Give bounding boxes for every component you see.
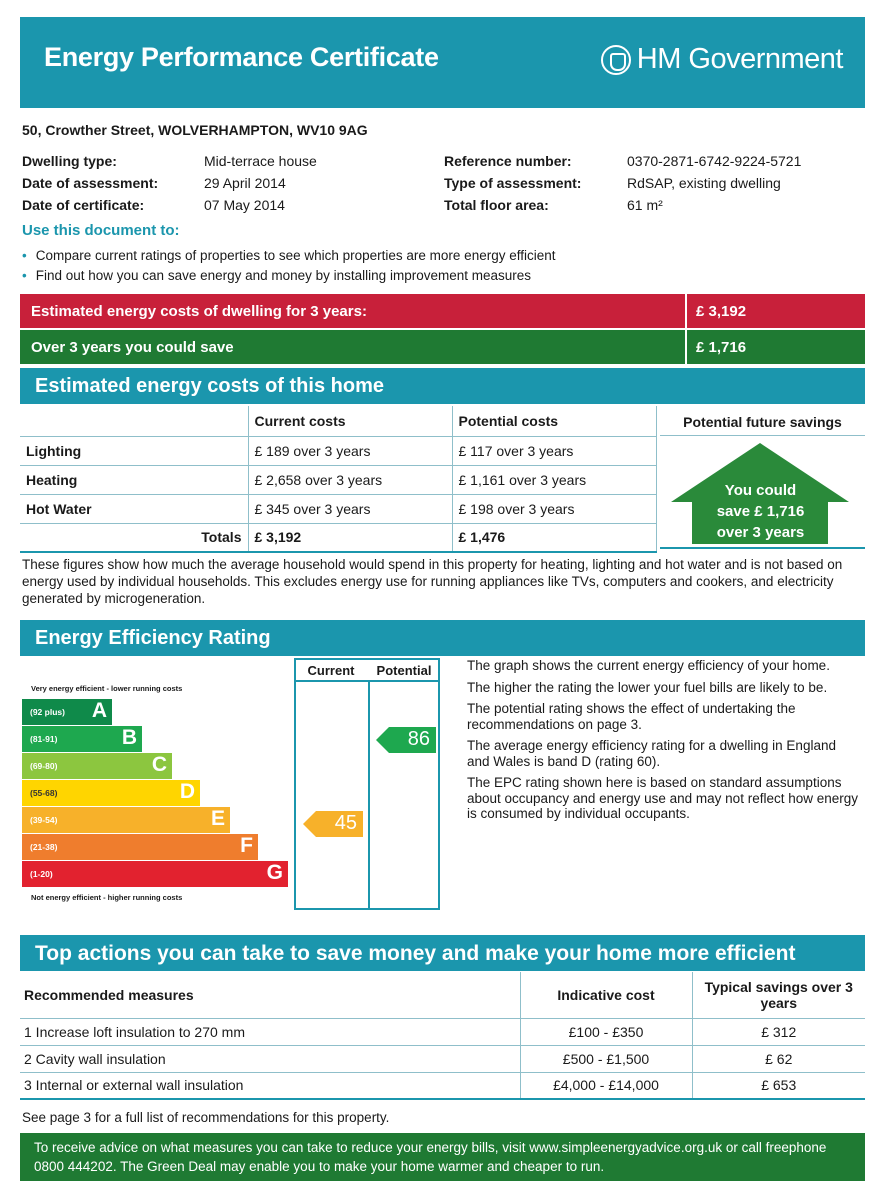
rating-columns-frame — [294, 658, 440, 910]
savings-line: over 3 years — [716, 524, 805, 541]
royal-crest-icon — [601, 45, 631, 75]
savings-bar — [20, 330, 865, 364]
measure-name: 2 Cavity wall insulation — [20, 1045, 520, 1072]
explanation-paragraph: The EPC rating shown here is based on standard assumptions about occupancy and energy use and may not reflect how energy is consumed by individual occupants. — [467, 775, 858, 821]
government-label: HM Government — [636, 43, 843, 75]
certificate-title: Energy Performance Certificate — [44, 42, 439, 72]
band-range: (1-20) — [30, 869, 53, 879]
rating-band-b — [22, 726, 142, 752]
cost-name: Heating — [20, 465, 248, 494]
cost-name: Lighting — [20, 436, 248, 465]
table-header-cell: Recommended measures — [20, 972, 520, 1018]
hm-government-logo — [601, 43, 843, 76]
current-cost: £ 345 over 3 years — [248, 494, 452, 523]
detail-value: RdSAP, existing dwelling — [627, 175, 781, 191]
current-rating-arrow — [303, 811, 363, 837]
chart-bottom-label: Not energy efficient - higher running costs — [31, 893, 183, 902]
efficiency-rating-chart — [20, 658, 444, 910]
explanation-paragraph: The higher the rating the lower your fuel bills are likely to be. — [467, 679, 828, 695]
current-column-header: Current — [307, 663, 355, 678]
advice-footer: To receive advice on what measures you can take to reduce your energy bills, visit www.simpleenergyadvice.org.uk or call freephone 0800 444202. The Green Deal may enable you to make your home warmer and cheaper to run. — [20, 1133, 865, 1181]
band-letter: F — [240, 834, 253, 857]
certificate-header — [20, 17, 865, 108]
explanation-paragraph: The graph shows the current energy efficiency of your home. — [467, 658, 830, 673]
estimated-cost-value: £ 3,192 — [685, 294, 746, 328]
efficiency-section-title: Energy Efficiency Rating — [20, 620, 865, 656]
table-row — [20, 1045, 865, 1072]
table-header-cell: Current costs — [248, 406, 452, 436]
future-savings-header: Potential future savings — [660, 406, 865, 436]
rating-band-g — [22, 861, 288, 887]
savings-line: You could — [724, 482, 797, 499]
estimated-cost-label: Estimated energy costs of dwelling for 3 years: — [31, 303, 367, 320]
band-letter: A — [91, 699, 107, 722]
detail-row — [444, 172, 801, 194]
costs-table — [20, 406, 657, 553]
rating-band-c — [22, 753, 172, 779]
explanation-paragraph: The potential rating shows the effect of undertaking the recommendations on page 3. — [467, 701, 796, 732]
estimated-cost-bar — [20, 294, 865, 328]
detail-row — [22, 194, 317, 216]
explanation-paragraph: The average energy efficiency rating for a dwelling in England and Wales is band D (rating 60). — [467, 738, 836, 769]
use-document-title: Use this document to: — [22, 222, 180, 239]
detail-label: Reference number: — [444, 153, 572, 169]
costs-section-title: Estimated energy costs of this home — [20, 368, 865, 404]
rating-band-d — [22, 780, 200, 806]
potential-column-header: Potential — [376, 663, 432, 678]
measure-saving: £ 653 — [692, 1072, 865, 1099]
current-rating-value: 45 — [334, 812, 357, 834]
detail-label: Dwelling type: — [22, 153, 117, 169]
measure-cost: £100 - £350 — [520, 1018, 692, 1045]
costs-note: These figures show how much the average household would spend in this property for heating, lighting and hot water and is not based on energy used by individual households. This excludes energy use for running appliances like TVs, computers and cookers, and electricity generated by microgeneration. — [22, 557, 843, 606]
detail-value: Mid-terrace house — [204, 153, 317, 169]
band-range: (92 plus) — [30, 707, 65, 717]
band-range: (81-91) — [30, 734, 58, 744]
band-range: (69-80) — [30, 761, 58, 771]
potential-rating-value: 86 — [407, 728, 430, 750]
table-header-cell: Potential costs — [452, 406, 656, 436]
measure-cost: £4,000 - £14,000 — [520, 1072, 692, 1099]
band-letter: C — [151, 753, 167, 776]
band-range: (39-54) — [30, 815, 58, 825]
measure-name: 1 Increase loft insulation to 270 mm — [20, 1018, 520, 1045]
table-row — [20, 436, 656, 465]
table-row — [20, 494, 656, 523]
current-cost: £ 189 over 3 years — [248, 436, 452, 465]
detail-label: Total floor area: — [444, 197, 549, 213]
savings-line: save £ 1,716 — [716, 503, 805, 520]
use-document-list — [22, 246, 556, 286]
list-item: • Compare current ratings of properties to see which properties are more energy efficient — [22, 246, 556, 266]
detail-value: 07 May 2014 — [204, 197, 285, 213]
list-item: • Find out how you can save energy and money by installing improvement measures — [22, 266, 556, 286]
totals-row — [20, 523, 656, 552]
detail-label: Date of assessment: — [22, 175, 159, 191]
totals-label: Totals — [20, 523, 248, 552]
potential-cost: £ 198 over 3 years — [452, 494, 656, 523]
totals-current: £ 3,192 — [248, 523, 452, 552]
property-details-right — [444, 150, 801, 216]
table-row — [20, 1018, 865, 1045]
measure-cost: £500 - £1,500 — [520, 1045, 692, 1072]
band-letter: B — [121, 726, 137, 749]
table-row — [20, 1072, 865, 1099]
property-address: 50, Crowther Street, WOLVERHAMPTON, WV10 9AG — [22, 122, 368, 138]
see-page-note: See page 3 for a full list of recommendations for this property. — [22, 1110, 390, 1125]
actions-table — [20, 972, 865, 1100]
rating-band-f — [22, 834, 258, 860]
band-range: (55-68) — [30, 788, 58, 798]
detail-label: Type of assessment: — [444, 175, 582, 191]
detail-value: 0370-2871-6742-9224-5721 — [627, 153, 802, 169]
band-letter: G — [266, 861, 283, 884]
future-savings-box — [660, 436, 865, 549]
detail-row — [444, 150, 801, 172]
detail-value: 29 April 2014 — [204, 175, 286, 191]
rating-band-a — [22, 699, 112, 725]
potential-cost: £ 117 over 3 years — [452, 436, 656, 465]
property-details-left — [22, 150, 317, 216]
savings-label: Over 3 years you could save — [31, 339, 234, 356]
detail-row — [444, 194, 801, 216]
cost-name: Hot Water — [20, 494, 248, 523]
table-header-row — [20, 406, 656, 436]
savings-message — [688, 480, 833, 543]
band-letter: E — [210, 807, 225, 830]
table-row — [20, 465, 656, 494]
detail-row — [22, 172, 317, 194]
rating-band-e — [22, 807, 230, 833]
table-header-cell: Indicative cost — [520, 972, 692, 1018]
measure-name: 3 Internal or external wall insulation — [20, 1072, 520, 1099]
detail-label: Date of certificate: — [22, 197, 145, 213]
table-header-row — [20, 972, 865, 1018]
actions-section-title: Top actions you can take to save money and make your home more efficient — [20, 935, 865, 971]
detail-row — [22, 150, 317, 172]
potential-cost: £ 1,161 over 3 years — [452, 465, 656, 494]
band-range: (21-38) — [30, 842, 58, 852]
table-header-cell — [20, 406, 248, 436]
chart-top-label: Very energy efficient - lower running costs — [31, 684, 183, 693]
table-header-cell: Typical savings over 3 years — [692, 972, 865, 1018]
measure-saving: £ 62 — [692, 1045, 865, 1072]
measure-saving: £ 312 — [692, 1018, 865, 1045]
detail-value: 61 m² — [627, 197, 663, 213]
band-letter: D — [179, 780, 195, 803]
savings-value: £ 1,716 — [685, 330, 746, 364]
efficiency-explanation — [467, 658, 862, 828]
potential-rating-arrow — [376, 727, 436, 753]
current-cost: £ 2,658 over 3 years — [248, 465, 452, 494]
totals-potential: £ 1,476 — [452, 523, 656, 552]
